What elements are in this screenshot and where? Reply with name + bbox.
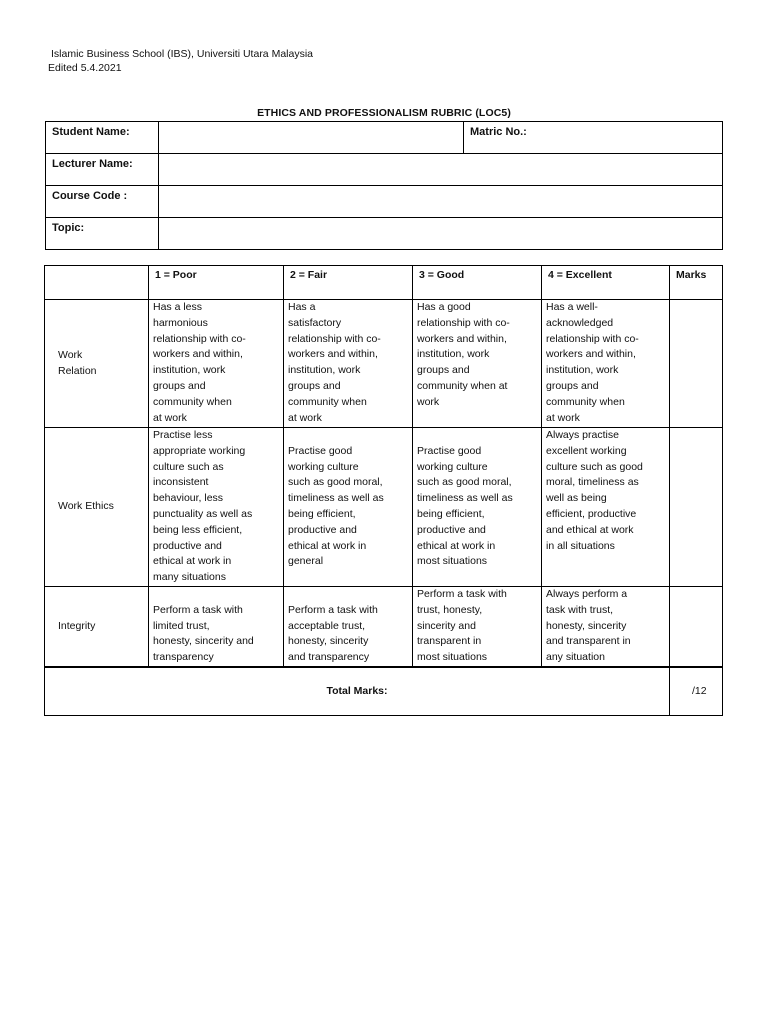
criterion-integrity: Integrity xyxy=(45,587,149,668)
cell-line: punctuality as well as xyxy=(153,507,253,520)
cell-line: timeliness as well as xyxy=(417,492,513,505)
cell-line: Perform a task with xyxy=(153,603,243,616)
cell-line: community when xyxy=(153,395,232,408)
cell-line: ethical at work in xyxy=(417,539,496,552)
cell-line: most situations xyxy=(417,555,488,568)
cell-line: moral, timeliness as xyxy=(546,476,639,489)
cell-line: ethical at work in xyxy=(288,539,367,552)
poor-header: 1 = Poor xyxy=(149,266,284,300)
cell-line: honesty, sincerity and xyxy=(153,635,254,648)
cell-line xyxy=(288,587,406,603)
cell-line: Perform a task with xyxy=(288,603,378,616)
cell-line: Has a less xyxy=(153,301,203,313)
cell-line: at work xyxy=(546,411,580,424)
cell-line xyxy=(153,587,277,603)
total-row xyxy=(45,667,723,716)
cell-line: and ethical at work xyxy=(546,523,634,536)
cell-line: such as good moral, xyxy=(417,476,512,489)
cell-line: working culture xyxy=(417,460,488,473)
document-title: ETHICS AND PROFESSIONALISM RUBRIC (LOC5) xyxy=(257,107,511,119)
rubric-table xyxy=(44,265,723,716)
cell-line: honesty, sincerity xyxy=(546,619,627,632)
cell-line: ethical at work in xyxy=(153,555,232,568)
cell-line: honesty, sincerity xyxy=(288,635,369,648)
lecturer-name-label: Lecturer Name: xyxy=(52,158,133,170)
cell-line: institution, work xyxy=(417,348,490,361)
cell-line: efficient, productive xyxy=(546,507,637,520)
table-row xyxy=(45,587,723,668)
total-marks-value[interactable]: /12 xyxy=(670,667,723,716)
work-relation-good xyxy=(413,300,542,428)
cell-line: Has a xyxy=(288,301,316,313)
cell-line: Practise good xyxy=(288,444,353,457)
cell-line: Has a good xyxy=(417,301,471,313)
cell-line: groups and xyxy=(153,379,206,392)
work-ethics-good xyxy=(413,428,542,587)
cell-line: Always practise xyxy=(546,429,619,441)
criterion-header xyxy=(45,266,149,300)
cell-line: transparent in xyxy=(417,635,482,648)
cell-line: community when at xyxy=(417,379,508,392)
cell-line: well as being xyxy=(546,492,607,505)
cell-line: general xyxy=(288,555,324,568)
edited-date: Edited 5.4.2021 xyxy=(48,62,122,74)
cell-line: being efficient, xyxy=(417,507,485,520)
cell-line: institution, work xyxy=(153,364,226,377)
student-name-label: Student Name: xyxy=(52,126,130,138)
criterion-work-relation: Work Relation xyxy=(45,300,149,428)
integrity-excellent xyxy=(542,587,670,668)
work-relation-excellent xyxy=(542,300,670,428)
topic-label: Topic: xyxy=(52,222,85,234)
table-row xyxy=(45,428,723,587)
excellent-header: 4 = Excellent xyxy=(542,266,670,300)
cell-line: and transparency xyxy=(288,651,370,664)
cell-line: workers and within, xyxy=(417,332,507,345)
cell-line: limited trust, xyxy=(153,619,210,632)
course-code-label: Course Code : xyxy=(52,190,128,202)
table-row xyxy=(45,300,723,428)
cell-line: productive and xyxy=(153,539,222,552)
cell-line: timeliness as well as xyxy=(288,492,384,505)
cell-line: many situations xyxy=(153,571,226,584)
cell-line: harmonious xyxy=(153,316,208,329)
cell-line: productive and xyxy=(417,523,486,536)
cell-line: Practise good xyxy=(417,444,482,457)
cell-line: Always perform a xyxy=(546,588,628,600)
integrity-good xyxy=(413,587,542,668)
criterion-work-ethics: Work Ethics xyxy=(45,428,149,587)
integrity-poor xyxy=(149,587,284,668)
cell-line: institution, work xyxy=(288,364,361,377)
cell-line: relationship with co- xyxy=(417,316,510,329)
lecturer-name-field[interactable] xyxy=(159,154,722,158)
topic-field[interactable] xyxy=(159,218,722,222)
cell-line: institution, work xyxy=(546,364,619,377)
matric-no-label: Matric No.: xyxy=(470,126,527,138)
cell-line: productive and xyxy=(288,523,357,536)
cell-line: groups and xyxy=(288,379,341,392)
cell-line: work xyxy=(417,395,440,408)
cell-line xyxy=(288,428,406,444)
cell-line: inconsistent xyxy=(153,476,209,489)
cell-line: culture such as xyxy=(153,460,224,473)
cell-line: behaviour, less xyxy=(153,492,224,505)
fair-header: 2 = Fair xyxy=(284,266,413,300)
good-header: 3 = Good xyxy=(413,266,542,300)
cell-line: transparency xyxy=(153,651,214,664)
work-ethics-poor xyxy=(149,428,284,587)
cell-line: working culture xyxy=(288,460,359,473)
cell-line: workers and within, xyxy=(288,348,378,361)
cell-line: sincerity and xyxy=(417,619,476,632)
cell-line: trust, honesty, xyxy=(417,603,483,616)
cell-line: workers and within, xyxy=(153,348,243,361)
cell-line: Perform a task with xyxy=(417,588,507,600)
cell-line: at work xyxy=(153,411,187,424)
marks-header: Marks xyxy=(670,266,723,300)
course-code-field[interactable] xyxy=(159,186,722,190)
cell-line: community when xyxy=(288,395,367,408)
cell-line: being less efficient, xyxy=(153,523,243,536)
student-name-field[interactable] xyxy=(159,122,463,126)
cell-line: workers and within, xyxy=(546,348,636,361)
cell-line: groups and xyxy=(546,379,599,392)
cell-line: being efficient, xyxy=(288,507,356,520)
integrity-marks[interactable] xyxy=(670,587,723,668)
cell-line: and transparent in xyxy=(546,635,631,648)
work-ethics-marks[interactable] xyxy=(670,428,723,587)
cell-line: satisfactory xyxy=(288,316,342,329)
work-ethics-excellent xyxy=(542,428,670,587)
cell-line: appropriate working xyxy=(153,444,246,457)
cell-line: Practise less xyxy=(153,429,213,441)
cell-line: excellent working xyxy=(546,444,627,457)
cell-line: any situation xyxy=(546,651,605,664)
cell-line: relationship with co- xyxy=(288,332,381,345)
cell-line: groups and xyxy=(417,364,470,377)
cell-line: in all situations xyxy=(546,539,615,552)
cell-line: acceptable trust, xyxy=(288,619,366,632)
cell-line xyxy=(417,428,535,444)
cell-line: Has a well- xyxy=(546,301,598,313)
work-relation-marks[interactable] xyxy=(670,300,723,428)
work-relation-fair xyxy=(284,300,413,428)
integrity-fair xyxy=(284,587,413,668)
student-info-table xyxy=(45,121,723,250)
cell-line: culture such as good xyxy=(546,460,643,473)
cell-line: relationship with co- xyxy=(153,332,246,345)
work-relation-poor xyxy=(149,300,284,428)
cell-line: acknowledged xyxy=(546,316,614,329)
cell-line: community when xyxy=(546,395,625,408)
cell-line: most situations xyxy=(417,651,488,664)
cell-line: at work xyxy=(288,411,322,424)
cell-line: relationship with co- xyxy=(546,332,639,345)
work-ethics-fair xyxy=(284,428,413,587)
total-marks-label: Total Marks: xyxy=(45,667,670,716)
institution-header: Islamic Business School (IBS), Universiti Utara Malaysia xyxy=(51,48,313,60)
cell-line: such as good moral, xyxy=(288,476,383,489)
cell-line: task with trust, xyxy=(546,603,614,616)
